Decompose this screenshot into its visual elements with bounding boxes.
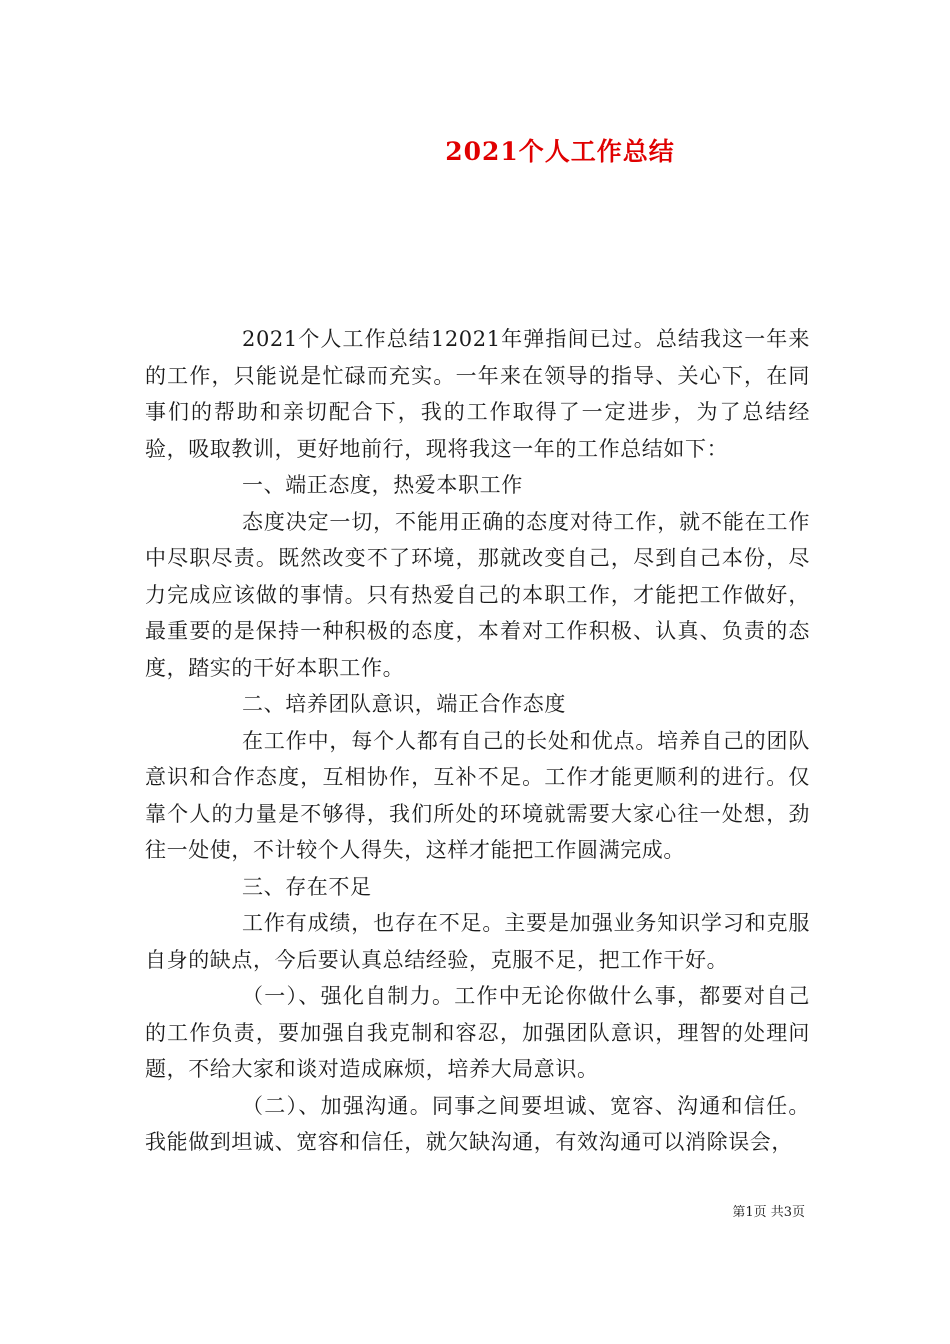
section-heading-1: 一、端正态度，热爱本职工作 <box>242 473 523 497</box>
page-number: 第1页 共3页 <box>732 1205 805 1220</box>
paragraph-intro: 2021个人工作总结12021年弹指间已过。总结我这一年来的工作，只能说是忙碌而充实。一年来在领导的指导、关心下，在同事们的帮助和亲切配合下，我的工作取得了一定进步，为了总结经验，吸取教训，更好地前行，现将我这一年的工作总结如下： <box>145 327 810 461</box>
sub-item-1: （一）、强化自制力。工作中无论你做什么事，都要对自己的工作负责，要加强自我克制和容忍，加强团队意识，理智的处理问题，不给大家和谈对造成麻烦，培养大局意识。 <box>145 984 810 1081</box>
sub-item-2: （二）、加强沟通。同事之间要坦诚、宽容、沟通和信任。我能做到坦诚、宽容和信任，就欠缺沟通，有效沟通可以消除误会， <box>145 1093 810 1154</box>
document-title: 2021个人工作总结 <box>445 137 675 166</box>
document-body <box>145 321 810 1161</box>
section-heading-3: 三、存在不足 <box>242 874 372 899</box>
paragraph-shortcomings: 工作有成绩，也存在不足。主要是加强业务知识学习和克服自身的缺点，今后要认真总结经验，克服不足，把工作干好。 <box>145 911 810 972</box>
paragraph-attitude: 态度决定一切，不能用正确的态度对待工作，就不能在工作中尽职尽责。既然改变不了环境，那就改变自己，尽到自己本份，尽力完成应该做的事情。只有热爱自己的本职工作，才能把工作做好，最重要的是保持一种积极的态度，本着对工作积极、认真、负责的态度，踏实的干好本职工作。 <box>145 509 810 680</box>
section-heading-2: 二、培养团队意识，端正合作态度 <box>242 692 566 716</box>
paragraph-teamwork: 在工作中，每个人都有自己的长处和优点。培养自己的团队意识和合作态度，互相协作，互补不足。工作才能更顺利的进行。仅靠个人的力量是不够得，我们所处的环境就需要大家心往一处想，劲往一处使，不计较个人得失，这样才能把工作圆满完成。 <box>145 728 810 862</box>
